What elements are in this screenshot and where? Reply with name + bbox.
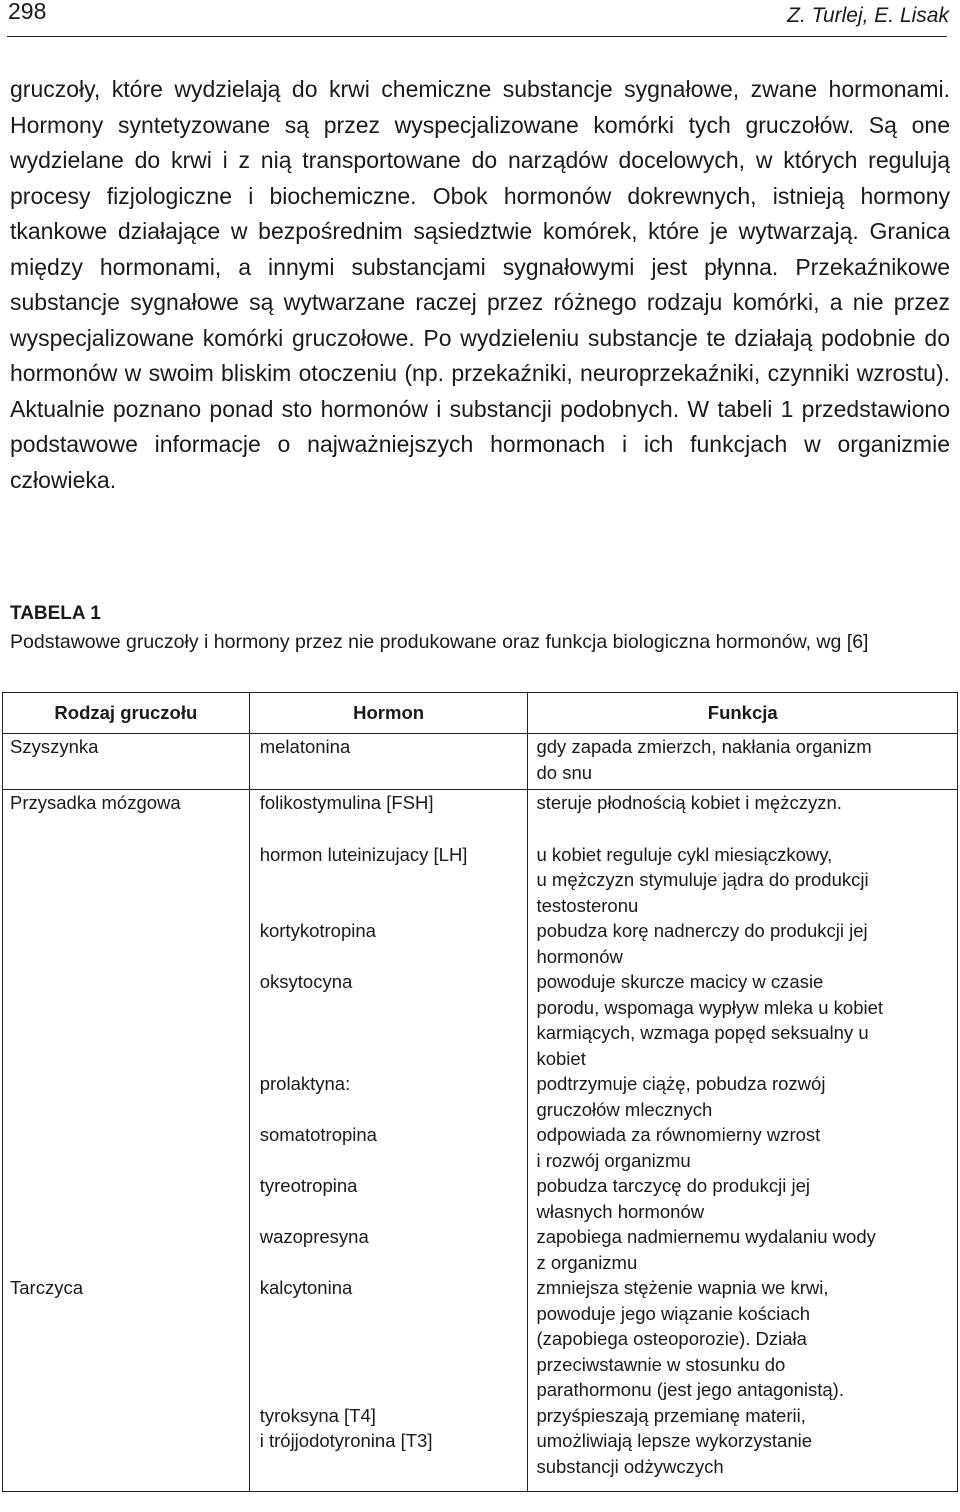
cell-hormone bbox=[249, 1403, 528, 1492]
function-line: umożliwiają lepsze wykorzystanie bbox=[536, 1430, 813, 1451]
table-header-row bbox=[3, 693, 958, 734]
function-line: własnych hormonów bbox=[536, 1200, 705, 1222]
table-row bbox=[3, 734, 958, 790]
table-row bbox=[3, 1173, 958, 1224]
cell-hormone bbox=[249, 1275, 528, 1403]
cell-function bbox=[528, 842, 958, 919]
function-line: kobiet bbox=[536, 1047, 586, 1069]
cell-gland bbox=[3, 1224, 250, 1275]
function-line: zmniejsza stężenie wapnia we krwi, bbox=[536, 1277, 829, 1298]
function-line: z organizmu bbox=[536, 1251, 638, 1273]
function-line: do snu bbox=[536, 761, 593, 783]
cell-hormone bbox=[249, 1224, 528, 1275]
hormone-line: tyroksyna [T4] bbox=[259, 1404, 376, 1426]
table-body bbox=[3, 734, 958, 1492]
function-line: powoduje jego wiązanie kościach bbox=[536, 1302, 811, 1324]
header-function: Funkcja bbox=[528, 693, 958, 734]
running-head-authors: Z. Turlej, E. Lisak bbox=[787, 4, 949, 27]
cell-function bbox=[528, 1403, 958, 1492]
header-hormone: Hormon bbox=[249, 693, 528, 734]
cell-gland: Przysadka mózgowa bbox=[3, 790, 250, 842]
cell-gland bbox=[3, 842, 250, 919]
cell-gland: Tarczyca bbox=[3, 1275, 250, 1403]
body-paragraph: gruczoły, które wydzielają do krwi chemiczne substancje sygnałowe, zwane hormonami. Hormony syntetyzowane są przez wyspecjalizowane komórki tych gruczołów. Są one wydzielane do krwi i z nią transportowane do narządów docelowych, w których regulują procesy fizjologiczne i biochemiczne. Obok hormonów dokrewnych, istnieją hormony tkankowe działające w bezpośrednim sąsiedztwie komórek, które je wytwarzają. Granica między hormonami, a innymi substancjami sygnałowymi jest płynna. Przekaźnikowe substancje sygnałowe są wytwarzane raczej przez różnego rodzaju komórki, a nie przez wyspecjalizowane komórki gruczołowe. Po wydzieleniu substancje te działają podobnie do hormonów w swoim bliskim otoczeniu (np. przekaźniki, neuroprzekaźniki, czynniki wzrostu). Aktualnie poznano ponad sto hormonów i substancji podobnych. W tabeli 1 przedstawiono podstawowe informacje o najważniejszych hormonach i ich funkcjach w organizmie człowieka. bbox=[10, 76, 950, 493]
function-line: substancji odżywczych bbox=[536, 1455, 724, 1477]
function-line: parathormonu (jest jego antagonistą). bbox=[536, 1379, 844, 1400]
cell-hormone bbox=[249, 969, 528, 1071]
hormones-table bbox=[2, 692, 958, 1492]
table-row bbox=[3, 1224, 958, 1275]
hormone-line: tyreotropina bbox=[259, 1175, 358, 1196]
function-line: gruczołów mlecznych bbox=[536, 1098, 713, 1120]
table-row bbox=[3, 1275, 958, 1403]
function-line: porodu, wspomaga wypływ mleka u kobiet bbox=[536, 996, 884, 1018]
table-row bbox=[3, 969, 958, 1071]
cell-hormone bbox=[249, 1173, 528, 1224]
cell-gland bbox=[3, 1122, 250, 1173]
cell-hormone bbox=[249, 918, 528, 969]
function-line: przyśpieszają przemianę materii, bbox=[536, 1404, 806, 1426]
table-row bbox=[3, 1403, 958, 1492]
cell-gland bbox=[3, 1403, 250, 1492]
cell-function bbox=[528, 918, 958, 969]
function-line: odpowiada za równomierny wzrost bbox=[536, 1124, 821, 1145]
function-line: steruje płodnością kobiet i mężczyzn. bbox=[536, 792, 842, 813]
function-line: przeciwstawnie w stosunku do bbox=[536, 1353, 786, 1375]
hormone-line: kortykotropina bbox=[259, 920, 376, 941]
cell-gland bbox=[3, 969, 250, 1071]
hormone-line: oksytocyna bbox=[259, 971, 353, 992]
cell-function bbox=[528, 969, 958, 1071]
hormone-line: somatotropina bbox=[259, 1124, 377, 1145]
cell-gland bbox=[3, 1071, 250, 1122]
cell-gland bbox=[3, 1173, 250, 1224]
cell-hormone bbox=[249, 790, 528, 842]
cell-gland: Szyszynka bbox=[3, 734, 250, 790]
table-title: TABELA 1 bbox=[10, 603, 101, 624]
cell-gland bbox=[3, 918, 250, 969]
cell-function bbox=[528, 1071, 958, 1122]
cell-function bbox=[528, 1122, 958, 1173]
cell-hormone bbox=[249, 1071, 528, 1122]
table-row bbox=[3, 918, 958, 969]
function-line: hormonów bbox=[536, 945, 623, 967]
cell-hormone bbox=[249, 842, 528, 919]
function-line: u kobiet reguluje cykl miesiączkowy, bbox=[536, 843, 833, 865]
function-line: testosteronu bbox=[536, 894, 639, 916]
function-line: u mężczyzn stymuluje jądra do produkcji bbox=[536, 869, 869, 890]
cell-function bbox=[528, 1224, 958, 1275]
function-line: pobudza korę nadnerczy do produkcji jej bbox=[536, 920, 868, 941]
cell-function bbox=[528, 790, 958, 842]
hormone-line: prolaktyna: bbox=[259, 1073, 351, 1094]
function-line: zapobiega nadmiernemu wydalaniu wody bbox=[536, 1226, 876, 1247]
hormone-line: hormon luteinizujacy [LH] bbox=[259, 843, 468, 865]
hormone-line: folikostymulina [FSH] bbox=[259, 792, 434, 813]
page-number: 298 bbox=[8, 0, 47, 24]
header-gland: Rodzaj gruczołu bbox=[3, 693, 250, 734]
table-row bbox=[3, 1122, 958, 1173]
cell-function bbox=[528, 734, 958, 790]
cell-hormone bbox=[249, 1122, 528, 1173]
hormone-line: wazopresyna bbox=[259, 1226, 369, 1247]
page-header bbox=[7, 0, 947, 37]
cell-hormone bbox=[249, 734, 528, 790]
function-line: powoduje skurcze macicy w czasie bbox=[536, 971, 824, 992]
function-line: karmiących, wzmaga popęd seksualny u bbox=[536, 1022, 869, 1043]
hormone-line: kalcytonina bbox=[259, 1277, 353, 1298]
function-line: podtrzymuje ciążę, pobudza rozwój bbox=[536, 1073, 826, 1094]
function-line: (zapobiega osteoporozie). Działa bbox=[536, 1328, 807, 1349]
function-line: pobudza tarczycę do produkcji jej bbox=[536, 1175, 811, 1196]
table-row bbox=[3, 842, 958, 919]
hormone-line: i trójjodotyronina [T3] bbox=[259, 1430, 433, 1451]
function-line: gdy zapada zmierzch, nakłania organizm bbox=[536, 736, 872, 757]
table-row bbox=[3, 790, 958, 842]
cell-function bbox=[528, 1275, 958, 1403]
table-row bbox=[3, 1071, 958, 1122]
function-line: i rozwój organizmu bbox=[536, 1149, 691, 1171]
hormone-line: melatonina bbox=[259, 736, 351, 757]
table-caption: Podstawowe gruczoły i hormony przez nie produkowane oraz funkcja biologiczna hormonów, wg [6] bbox=[10, 631, 869, 653]
cell-function bbox=[528, 1173, 958, 1224]
